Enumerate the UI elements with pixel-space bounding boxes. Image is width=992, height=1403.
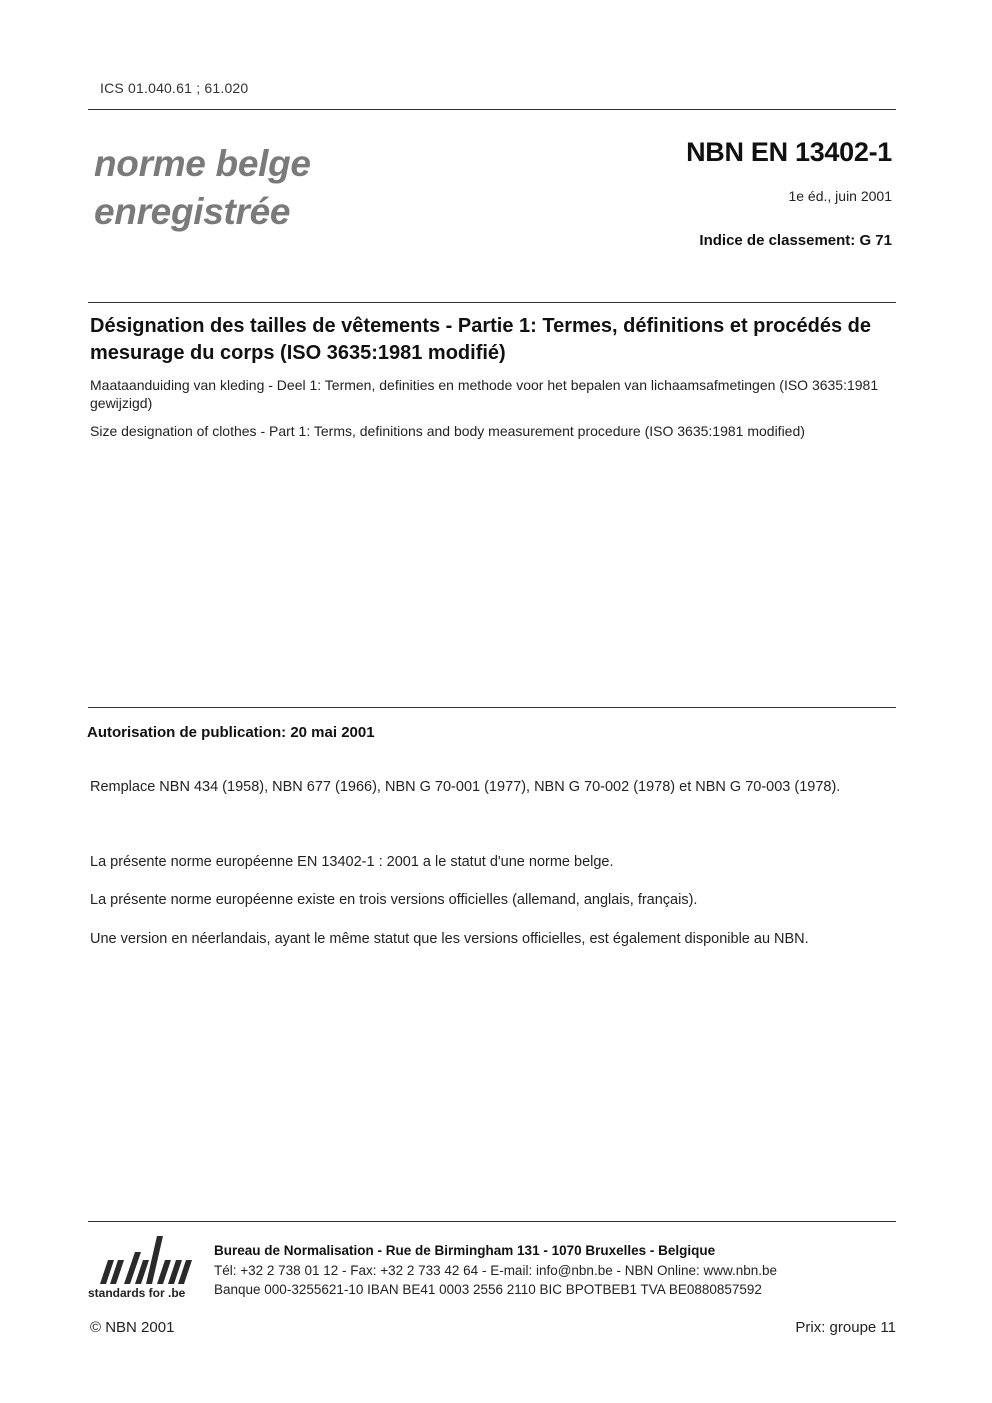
brand-title <box>94 140 311 236</box>
title-french: Désignation des tailles de vêtements - Partie 1: Termes, définitions et procédés de mesurage du corps (ISO 3635:1981 modifié) <box>90 315 871 364</box>
logo-tagline: standards for .be <box>88 1286 186 1300</box>
status-paragraph: La présente norme européenne EN 13402-1 : 2001 a le statut d'une norme belge. <box>90 854 614 870</box>
title-english: Size designation of clothes - Part 1: Terms, definitions and body measurement procedure (ISO 3635:1981 modified) <box>90 423 805 439</box>
footer-divider <box>88 1221 896 1222</box>
nbn-logo <box>88 1232 203 1304</box>
header-divider <box>88 109 896 110</box>
footer-contact <box>214 1241 777 1300</box>
price-group: Prix: groupe 11 <box>795 1319 896 1336</box>
standard-number: NBN EN 13402-1 <box>686 137 892 167</box>
footer-phone-line: Tél: +32 2 738 01 12 - Fax: +32 2 733 42 64 - E-mail: info@nbn.be - NBN Online: www.nbn.be <box>214 1262 778 1278</box>
copyright: © NBN 2001 <box>90 1319 175 1336</box>
body-divider <box>88 707 896 708</box>
brand-line-1: norme belge <box>94 143 311 184</box>
dutch-version-paragraph: Une version en néerlandais, ayant le même statut que les versions officielles, est également disponible au NBN. <box>90 931 809 947</box>
replaces-paragraph: Remplace NBN 434 (1958), NBN 677 (1966), NBN G 70-001 (1977), NBN G 70-002 (1978) et NBN G 70-003 (1978). <box>90 779 841 795</box>
edition-date: 1e éd., juin 2001 <box>788 188 892 204</box>
footer-bank-line: Banque 000-3255621-10 IBAN BE41 0003 2556 2110 BIC BPOTBEB1 TVA BE0880857592 <box>214 1282 762 1297</box>
publication-authorization: Autorisation de publication: 20 mai 2001 <box>87 724 375 741</box>
ics-code: ICS 01.040.61 ; 61.020 <box>100 80 249 96</box>
versions-paragraph: La présente norme européenne existe en trois versions officielles (allemand, anglais, français). <box>90 892 698 908</box>
title-divider <box>88 302 896 303</box>
footer-address: Bureau de Normalisation - Rue de Birmingham 131 - 1070 Bruxelles - Belgique <box>214 1243 716 1258</box>
brand-line-2: enregistrée <box>94 191 291 232</box>
classification-index: Indice de classement: G 71 <box>699 232 892 249</box>
title-dutch: Maataanduiding van kleding - Deel 1: Termen, definities en methode voor het bepalen van lichaamsafmetingen (ISO 3635:1981 gewijzigd) <box>90 377 879 411</box>
